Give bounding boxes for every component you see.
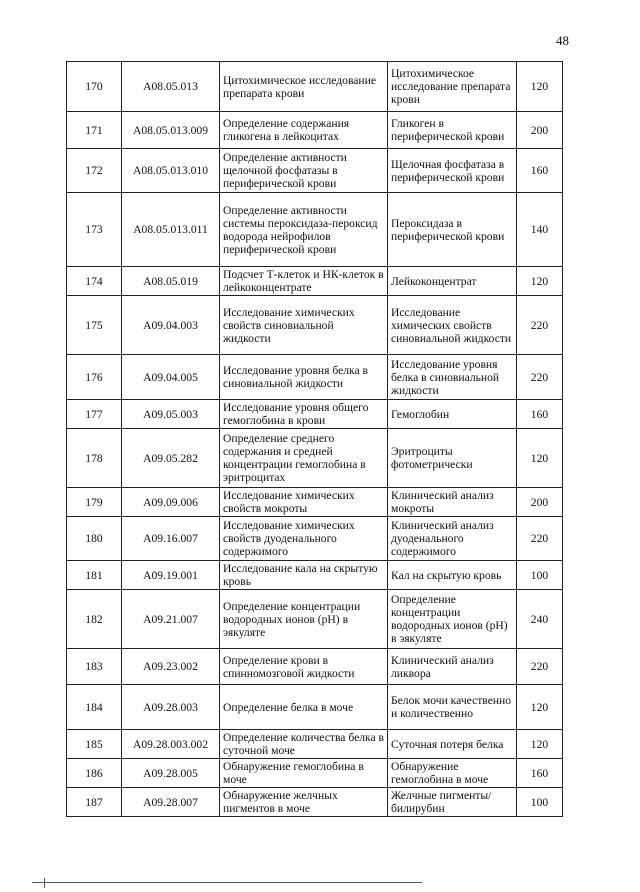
- service-code: A09.05.282: [122, 429, 220, 488]
- row-number: 180: [67, 517, 122, 561]
- service-result: Клинический анализ дуоденального содержимого: [388, 517, 517, 561]
- service-code: A08.05.013.010: [122, 149, 220, 193]
- service-code: A09.05.003: [122, 400, 220, 429]
- service-result: Щелочная фосфатаза в периферической крови: [388, 149, 517, 193]
- row-number: 173: [67, 193, 122, 267]
- service-price: 240: [517, 590, 563, 649]
- service-result: Исследование уровня белка в синовиальной жидкости: [388, 355, 517, 400]
- table-row: [67, 561, 563, 590]
- service-result: Клинический анализ мокроты: [388, 488, 517, 517]
- table-row: [67, 788, 563, 817]
- service-price: 140: [517, 193, 563, 267]
- service-name: Исследование уровня белка в синовиальной жидкости: [220, 355, 388, 400]
- table-row: [67, 649, 563, 685]
- service-result: Кал на скрытую кровь: [388, 561, 517, 590]
- service-price: 120: [517, 429, 563, 488]
- row-number: 181: [67, 561, 122, 590]
- service-code: A09.21.007: [122, 590, 220, 649]
- service-name: Определение содержания гликогена в лейкоцитах: [220, 112, 388, 149]
- service-price: 200: [517, 112, 563, 149]
- service-price: 160: [517, 149, 563, 193]
- table-row: [67, 730, 563, 759]
- service-price: 160: [517, 400, 563, 429]
- table-row: [67, 296, 563, 355]
- service-code: A09.28.003.002: [122, 730, 220, 759]
- row-number: 170: [67, 62, 122, 112]
- service-name: Обнаружение желчных пигментов в моче: [220, 788, 388, 817]
- service-code: A08.05.013.009: [122, 112, 220, 149]
- service-price: 220: [517, 296, 563, 355]
- service-name: Определение активности щелочной фосфатазы в периферической крови: [220, 149, 388, 193]
- footer-rule-tick: [44, 878, 45, 888]
- service-code: A09.04.003: [122, 296, 220, 355]
- service-name: Исследование химических свойств дуоденального содержимого: [220, 517, 388, 561]
- service-code: A09.19.001: [122, 561, 220, 590]
- service-price: 220: [517, 355, 563, 400]
- table-row: [67, 590, 563, 649]
- service-name: Определение среднего содержания и средней концентрации гемоглобина в эритроцитах: [220, 429, 388, 488]
- service-result: Суточная потеря белка: [388, 730, 517, 759]
- row-number: 184: [67, 685, 122, 730]
- service-name: Определение концентрации водородных ионов (pH) в эякуляте: [220, 590, 388, 649]
- row-number: 172: [67, 149, 122, 193]
- table-row: [67, 267, 563, 296]
- row-number: 187: [67, 788, 122, 817]
- service-code: A09.23.002: [122, 649, 220, 685]
- service-name: Исследование химических свойств синовиальной жидкости: [220, 296, 388, 355]
- table-row: [67, 62, 563, 112]
- row-number: 185: [67, 730, 122, 759]
- service-result: Гликоген в периферической крови: [388, 112, 517, 149]
- row-number: 171: [67, 112, 122, 149]
- row-number: 182: [67, 590, 122, 649]
- table-body: [67, 62, 563, 817]
- row-number: 178: [67, 429, 122, 488]
- service-name: Определение белка в моче: [220, 685, 388, 730]
- service-price: 100: [517, 788, 563, 817]
- service-result: Эритроциты фотометрически: [388, 429, 517, 488]
- service-result: Исследование химических свойств синовиальной жидкости: [388, 296, 517, 355]
- service-code: A09.16.007: [122, 517, 220, 561]
- service-code: A09.28.005: [122, 759, 220, 788]
- service-name: Определение активности системы пероксидаза-пероксид водорода нейрофилов периферической крови: [220, 193, 388, 267]
- service-name: Исследование кала на скрытую кровь: [220, 561, 388, 590]
- service-price: 120: [517, 267, 563, 296]
- service-price: 160: [517, 759, 563, 788]
- table-row: [67, 759, 563, 788]
- service-result: Обнаружение гемоглобина в моче: [388, 759, 517, 788]
- service-name: Обнаружение гемоглобина в моче: [220, 759, 388, 788]
- row-number: 175: [67, 296, 122, 355]
- page-number: 48: [556, 33, 569, 48]
- service-price: 100: [517, 561, 563, 590]
- services-table: [66, 61, 563, 817]
- table-row: [67, 488, 563, 517]
- table-row: [67, 400, 563, 429]
- service-result: Клинический анализ ликвора: [388, 649, 517, 685]
- service-name: Исследование уровня общего гемоглобина в крови: [220, 400, 388, 429]
- table-row: [67, 149, 563, 193]
- row-number: 186: [67, 759, 122, 788]
- table-row: [67, 685, 563, 730]
- service-code: A09.28.003: [122, 685, 220, 730]
- service-price: 200: [517, 488, 563, 517]
- row-number: 183: [67, 649, 122, 685]
- table-row: [67, 112, 563, 149]
- service-code: A08.05.013: [122, 62, 220, 112]
- table-row: [67, 355, 563, 400]
- service-price: 120: [517, 730, 563, 759]
- service-result: Белок мочи качественно и количественно: [388, 685, 517, 730]
- service-code: A08.05.013.011: [122, 193, 220, 267]
- service-result: Определение концентрации водородных ионов (pH) в эякуляте: [388, 590, 517, 649]
- service-code: A09.28.007: [122, 788, 220, 817]
- table-row: [67, 429, 563, 488]
- service-result: Цитохимическое исследование препарата крови: [388, 62, 517, 112]
- service-result: Пероксидаза в периферической крови: [388, 193, 517, 267]
- service-result: Лейкоконцентрат: [388, 267, 517, 296]
- service-result: Желчные пигменты/билирубин: [388, 788, 517, 817]
- row-number: 179: [67, 488, 122, 517]
- service-price: 120: [517, 62, 563, 112]
- service-code: A09.04.005: [122, 355, 220, 400]
- row-number: 174: [67, 267, 122, 296]
- service-price: 120: [517, 685, 563, 730]
- service-code: A09.09.006: [122, 488, 220, 517]
- row-number: 177: [67, 400, 122, 429]
- service-price: 220: [517, 649, 563, 685]
- service-name: Цитохимическое исследование препарата крови: [220, 62, 388, 112]
- service-name: Определение количества белка в суточной моче: [220, 730, 388, 759]
- service-name: Определение крови в спинномозговой жидкости: [220, 649, 388, 685]
- service-name: Исследование химических свойств мокроты: [220, 488, 388, 517]
- table-row: [67, 517, 563, 561]
- footer-rule: [32, 882, 422, 883]
- service-result: Гемоглобин: [388, 400, 517, 429]
- row-number: 176: [67, 355, 122, 400]
- table-row: [67, 193, 563, 267]
- service-name: Подсчет Т-клеток и НК-клеток в лейкоконцентрате: [220, 267, 388, 296]
- service-code: A08.05.019: [122, 267, 220, 296]
- service-price: 220: [517, 517, 563, 561]
